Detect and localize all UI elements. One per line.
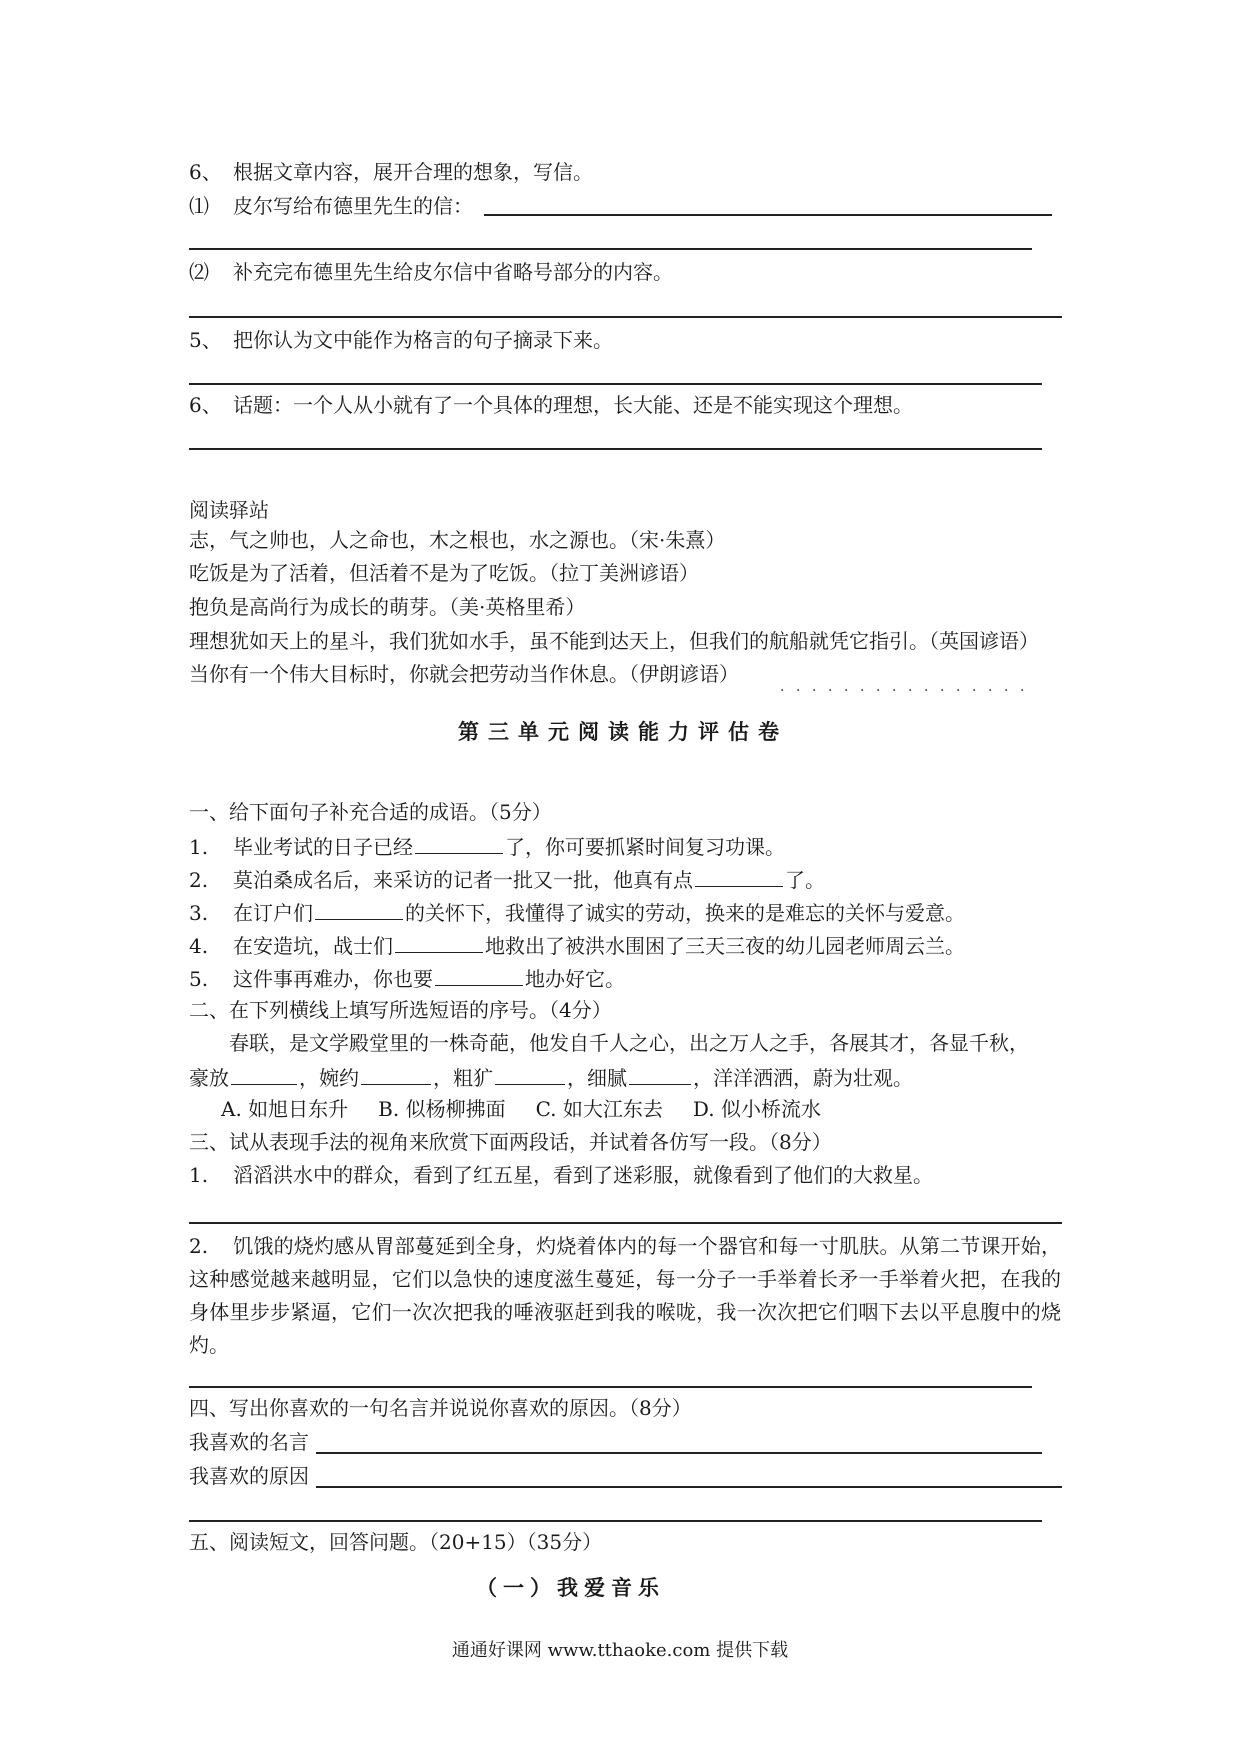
page-footer: 通通好课网 www.tthaoke.com 提供下载	[451, 1640, 789, 1661]
answer-line[interactable]	[189, 1520, 1042, 1522]
answer-line[interactable]	[484, 214, 1052, 216]
answer-line[interactable]	[189, 316, 1062, 318]
fill-blank[interactable]	[695, 866, 783, 887]
answer-line[interactable]	[189, 1386, 1032, 1388]
question-5: 5、 把你认为文中能作为格言的句子摘录下来。	[189, 328, 613, 352]
option-c: C. 如大江东去	[535, 1097, 663, 1121]
options-row	[221, 1097, 851, 1121]
section1-heading: 一、给下面句子补充合适的成语。（5分）	[189, 800, 552, 824]
passage-title: （一）我爱音乐	[476, 1575, 665, 1600]
fill-blank[interactable]	[435, 965, 523, 986]
fill-item-1: 1. 毕业考试的日子已经 了，你可要抓紧时间复习功课。	[189, 835, 785, 859]
answer-line[interactable]	[189, 448, 1042, 450]
section5-heading: 五、阅读短文，回答问题。（20+15）（35分）	[189, 1530, 603, 1554]
section3-item-1: 1. 滔滔洪水中的群众，看到了红五星，看到了迷彩服，就像看到了他们的大救星。	[189, 1163, 933, 1187]
favorite-reason-label: 我喜欢的原因	[189, 1464, 309, 1488]
answer-line[interactable]	[189, 248, 1032, 250]
answer-line[interactable]	[189, 383, 1042, 385]
section3-item-2: 2. 饥饿的烧灼感从胃部蔓延到全身，灼烧着体内的每一个器官和每一寸肌肤。从第二节课开始，这种感觉越来越明显，它们以急快的速度滋生蔓延，每一分子一手举着长矛一手举着火把，在我的身体里步步紧逼，它们一次次把我的唾液驱赶到我的喉咙，我一次次把它们咽下去以平息腹中的烧灼。	[189, 1234, 1061, 1357]
favorite-quote-label: 我喜欢的名言	[189, 1430, 309, 1454]
fill-blank[interactable]	[315, 899, 403, 920]
option-b: B. 似杨柳拂面	[378, 1097, 506, 1121]
answer-line[interactable]	[189, 1222, 1062, 1224]
fill-blank[interactable]	[231, 1064, 297, 1085]
fill-blank[interactable]	[361, 1064, 431, 1085]
couplet-paragraph-line1: 春联，是文学殿堂里的一株奇葩，他发自千人之心，出之万人之手，各展其才，各显千秋，	[229, 1031, 1029, 1055]
option-a: A. 如旭日东升	[221, 1097, 349, 1121]
fill-item-4: 4. 在安造坑，战士们 地救出了被洪水围困了三天三夜的幼儿园老师周云兰。	[189, 934, 965, 958]
section4-heading: 四、写出你喜欢的一句名言并说说你喜欢的原因。（8分）	[189, 1396, 692, 1420]
unit-title: 第三单元阅读能力评估卷	[458, 719, 788, 744]
question-6: 6、 根据文章内容，展开合理的想象，写信。	[189, 160, 593, 184]
quote-line: 理想犹如天上的星斗，我们犹如水手，虽不能到达天上，但我们的航船就凭它指引。（英国谚语）	[189, 629, 1039, 653]
quote-line: 抱负是高尚行为成长的萌芽。（美·英格里希）	[189, 595, 586, 619]
favorite-quote-line[interactable]	[316, 1452, 1042, 1454]
fill-item-5: 5. 这件事再难办，你也要 地办好它。	[189, 967, 625, 991]
fill-blank[interactable]	[495, 1064, 565, 1085]
section2-heading: 二、在下列横线上填写所选短语的序号。（4分）	[189, 998, 612, 1022]
quote-line: 当你有一个伟大目标时，你就会把劳动当作休息。（伊朗谚语）	[189, 662, 739, 686]
question-6-1: ⑴ 皮尔写给布德里先生的信：	[189, 194, 473, 218]
favorite-reason-line[interactable]	[316, 1486, 1062, 1488]
option-d: D. 似小桥流水	[692, 1097, 821, 1121]
reading-station-title: 阅读驿站	[189, 498, 269, 522]
question-6b: 6、 话题：一个人从小就有了一个具体的理想，长大能、还是不能实现这个理想。	[189, 393, 913, 417]
fill-item-2: 2. 莫泊桑成名后，来采访的记者一批又一批，他真有点 了。	[189, 868, 825, 892]
fill-blank[interactable]	[629, 1064, 691, 1085]
fill-item-3: 3. 在订户们 的关怀下，我懂得了诚实的劳动，换来的是难忘的关怀与爱意。	[189, 901, 965, 925]
fill-blank[interactable]	[415, 833, 503, 854]
section3-heading: 三、试从表现手法的视角来欣赏下面两段话，并试着各仿写一段。（8分）	[189, 1130, 832, 1154]
quote-line: 吃饭是为了活着，但活着不是为了吃饭。（拉丁美洲谚语）	[189, 561, 699, 585]
couplet-paragraph-line2: 豪放 ，婉约 ，粗犷 ，细腻 ，洋洋洒洒，蔚为壮观。	[189, 1066, 913, 1090]
fill-blank[interactable]	[395, 932, 483, 953]
question-6-2: ⑵ 补充完布德里先生给皮尔信中省略号部分的内容。	[189, 260, 673, 284]
dotted-emphasis: ．．．．．．．．．．．．．．．．	[780, 679, 1043, 695]
quote-line: 志，气之帅也，人之命也，木之根也，水之源也。（宋·朱熹）	[189, 528, 726, 552]
